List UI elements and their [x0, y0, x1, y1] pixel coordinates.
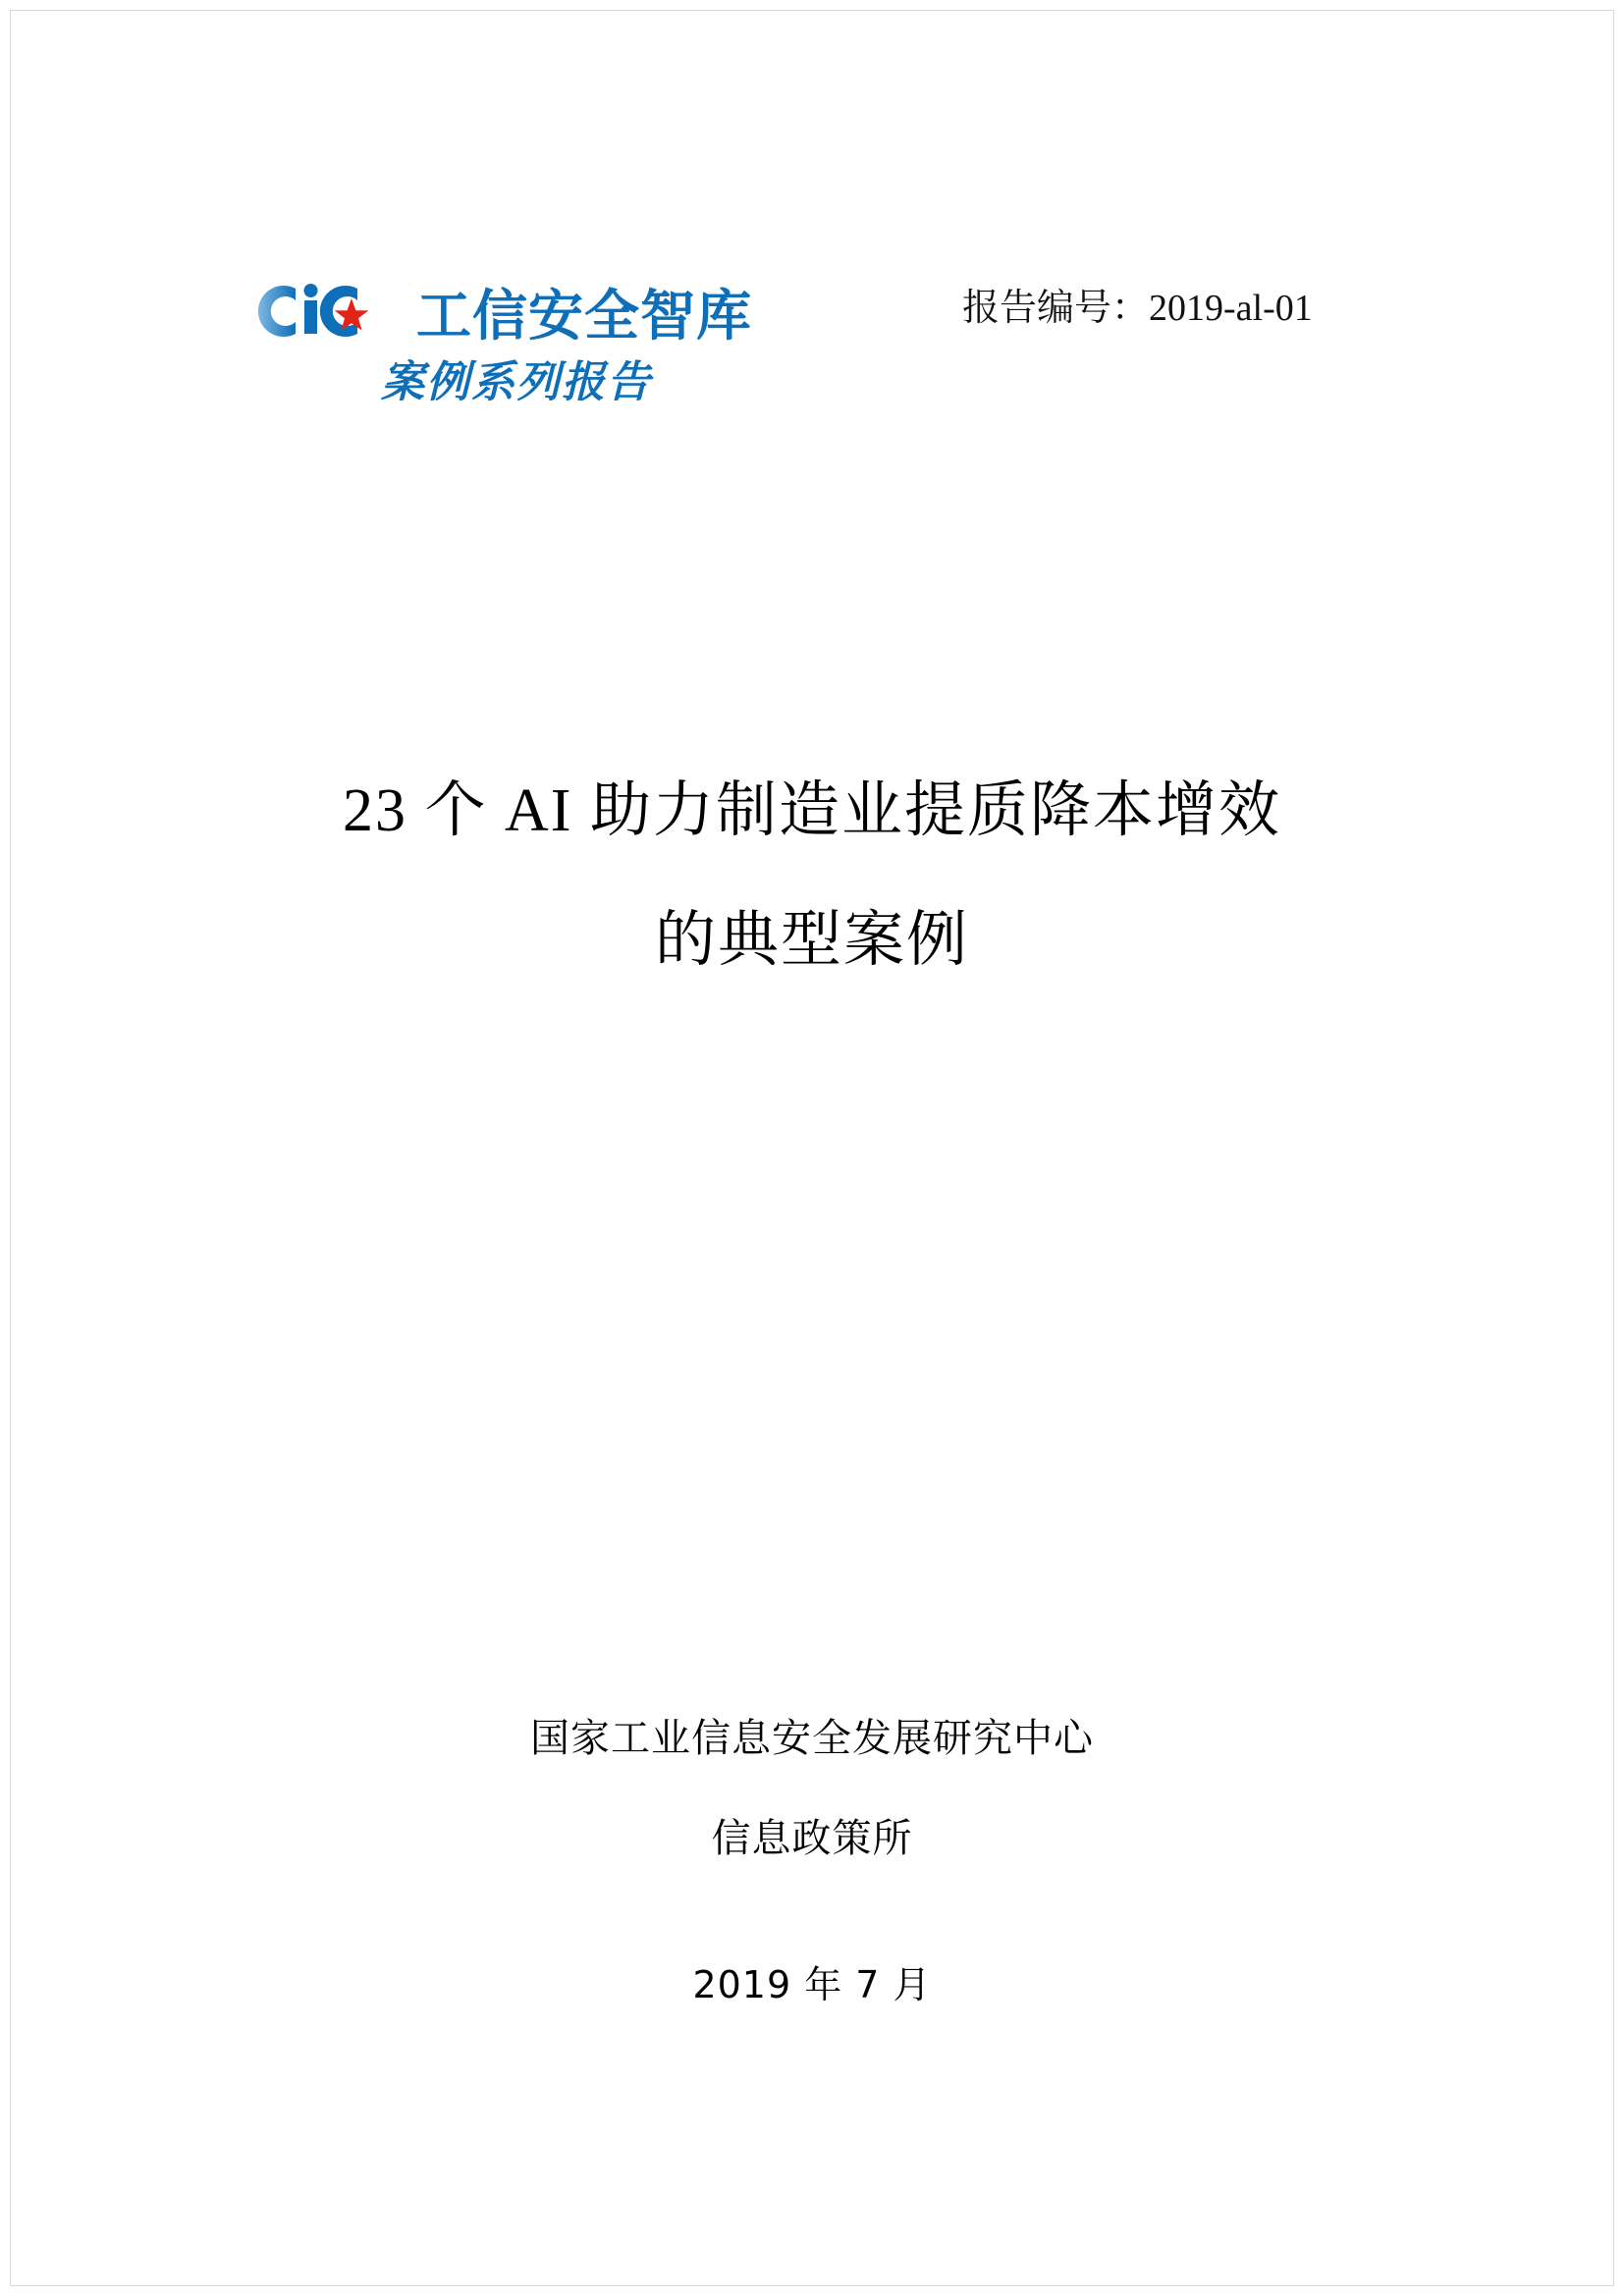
- report-number: 报告编号：2019-al-01: [962, 288, 1313, 329]
- publish-date: 2019 年 7 月: [692, 1963, 932, 2006]
- series-label: 案例系列报告: [381, 357, 652, 407]
- cic-logo-icon: [253, 277, 410, 346]
- logo-block: [253, 265, 862, 406]
- issuer-block: [0, 1688, 1624, 2034]
- issuer-organization: 国家工业信息安全发展研究中心: [530, 1716, 1094, 1761]
- title-line-1: 23 个 AI 助力制造业提质降本增效: [343, 777, 1281, 844]
- logo-row: [253, 265, 862, 346]
- page-title: [0, 746, 1624, 1005]
- issuer-department: 信息政策所: [711, 1816, 913, 1861]
- document-header: [0, 265, 1624, 481]
- brand-name: 工信安全智库: [416, 285, 752, 348]
- title-line-2: 的典型案例: [654, 907, 969, 974]
